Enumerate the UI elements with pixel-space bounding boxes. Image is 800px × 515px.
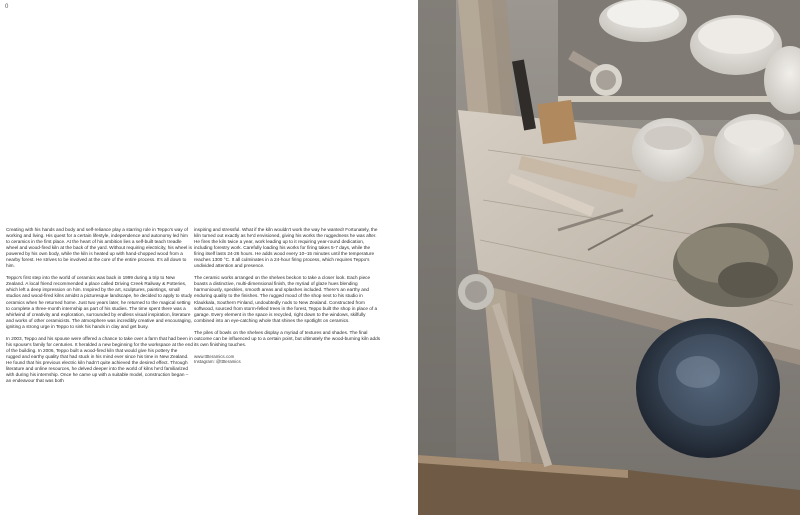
text-column-right — [194, 227, 381, 365]
paragraph: Creating with his hands and body and self-reliance play a starring role in Teppo's way of working and living. His quest for a certain lifestyle, independence and autonomy led him to ceramics in the first place. At the heart of his ambition lies a self-built teach treadle wheel and wood-fired kiln at the back of the yard. Without requiring electricity, his wheel is powered by his own body, while the kiln is heated up with hand-chopped wood from a nearby forest. He strives to be involved at the core of the entire process. It's all down to him. — [6, 227, 192, 269]
paragraph: inspiring and stressful. What if the kiln wouldn't work the way he wanted! Fortunately, the kiln turned out exactly as he'd envisioned, giving his works the ruggedness he was after. He fires the kiln twice a year, work leading up to it requiring year-round dedication, including forestry work. Carefully loading his works for firing takes 5-7 days, while the firing itself lasts 24-26 hours. He adds wood every 10–15 minutes until the temperature reaches 1300 °C. It all culminates in a 24-hour firing process, which requires Teppo's undivided attention and presence. — [194, 227, 378, 269]
page-number: 0 — [5, 4, 9, 10]
right-page — [418, 0, 800, 515]
instagram-handle: Instagram: @tttteramics — [194, 359, 241, 365]
paragraph: Teppo's first step into the world of ceramics was back in 1999 during a trip to New Zealand. A local friend recommended a place called Driving Creek Railway & Potteries, which left a deep impression on him. Inspired by the art, sculptures, paintings, small studios and wood-fired kilns amidst a picturesque landscape, he decided to apply to study ceramics when he returned home. Just two years later, he returned to the magical setting to complete a three-month internship as part of his studies. The time spent there was a whirlwind of creativity and exploration, surrounded by endless visual inspiration, literature and works of other ceramicists. The atmosphere was incredibly creative and encouraging, igniting a strong urge in Teppo to sink his hands in clay and get busy. — [6, 275, 193, 329]
website-link[interactable]: www.tttteramics.com — [194, 353, 235, 359]
paragraph: In 2003, Teppo and his spouse were offered a chance to take over a farm that had been in his spouse's family for centuries. It heralded a new beginning for the workspace at the end of the building. In 2006, Teppo built a wood-fired kiln that would give his pottery the rugged and earthy quality that had stuck in his mind ever since his time in New Zealand. He found that his previous electric kiln hadn't quite achieved the desired effect. Through literature and online resources, he delved deeper into the world of kilns he'd familiarized with during his internship. Once he came up with a suitable model, construction began – an endeavour that was both — [6, 335, 193, 384]
credits — [194, 354, 381, 365]
text-column-left — [6, 227, 193, 390]
paragraph: The ceramic works arranged on the shelves beckon to take a closer look. Each piece boasts a distinctive, multi-dimensional finish, the myriad of glaze hues blending harmoniously, speckles, smooth areas and splashes included. There's an earthy and enduring quality to the finishes. The rugged mood of the shop next to his studio in Klaukkala, Southern Finland, undoubtedly nods to New Zealand. Constructed from softwood, sourced from storm-felled trees in the forest, Teppo built the shop in place of a garage. Every element in the space is recycled, right down to the windows, skilfully combined into an eye-catching whole that shines the spotlight on ceramics. — [194, 275, 378, 323]
paragraph: The piles of bowls on the shelves display a myriad of textures and shades. The final outcome can be influenced up to a certain point, but ultimately the wood-burning kiln adds its own finishing touches. — [194, 329, 381, 347]
pottery-studio-photo — [418, 0, 800, 515]
